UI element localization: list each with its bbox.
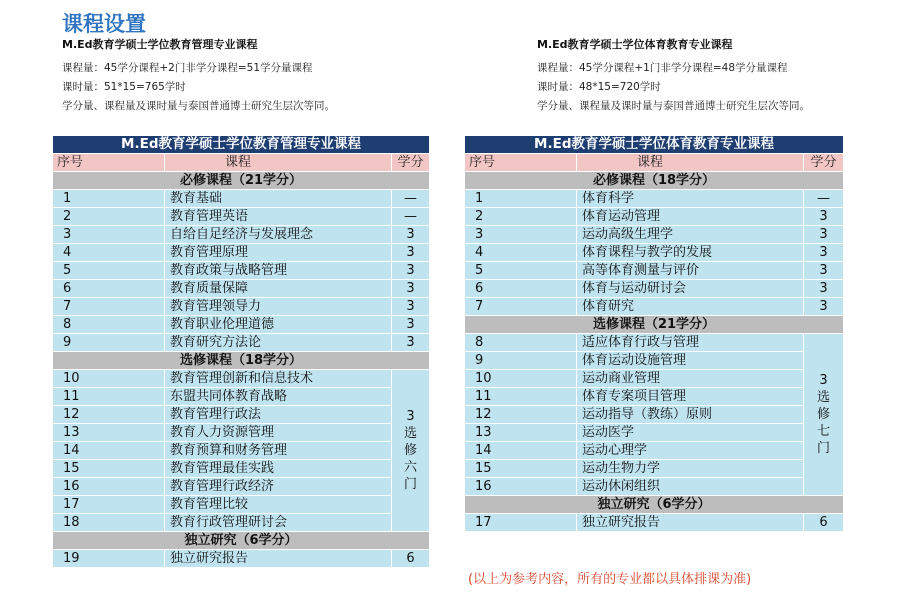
table-row: [53, 442, 430, 460]
independent-section-header: [465, 496, 844, 514]
course-name: 教育管理领导力: [165, 298, 392, 316]
elective-note-char: 门: [816, 440, 830, 456]
table-row: [465, 370, 844, 388]
left-program-title: M.Ed教育学硕士学位教育管理专业课程: [62, 38, 258, 51]
course-number: 5: [465, 262, 577, 280]
independent-section-header-title: 独立研究（6学分）: [465, 496, 844, 514]
page-title: 课程设置: [62, 12, 146, 36]
independent-section-header: [53, 532, 430, 550]
table-row: [53, 478, 430, 496]
course-number: 12: [53, 406, 165, 424]
course-number: 10: [53, 370, 165, 388]
course-name: 运动指导（教练）原则: [577, 406, 804, 424]
required-section-header: [53, 172, 430, 190]
table-row: [53, 496, 430, 514]
required-section-header-title: 必修课程（21学分）: [53, 172, 430, 190]
course-name: 教育管理最佳实践: [165, 460, 392, 478]
elective-section-header-title: 选修课程（18学分）: [53, 352, 430, 370]
course-name: 运动休闲组织: [577, 478, 804, 496]
header-number: 序号: [465, 154, 577, 172]
course-number: 13: [53, 424, 165, 442]
table-row: [53, 514, 430, 532]
course-name: 体育专案项目管理: [577, 388, 804, 406]
table-row: [53, 226, 430, 244]
course-credit: 3: [392, 298, 430, 316]
course-name: 教育管理英语: [165, 208, 392, 226]
course-name: 教育研究方法论: [165, 334, 392, 352]
table-title: M.Ed教育学硕士学位体育教育专业课程: [465, 136, 844, 154]
course-number: 13: [465, 424, 577, 442]
course-number: 1: [53, 190, 165, 208]
table-row: [53, 550, 430, 568]
course-number: 17: [465, 514, 577, 532]
table-row: [53, 406, 430, 424]
course-name: 运动医学: [577, 424, 804, 442]
independent-section-header-title: 独立研究（6学分）: [53, 532, 430, 550]
course-number: 8: [53, 316, 165, 334]
course-number: 8: [465, 334, 577, 352]
course-name: 运动高级生理学: [577, 226, 804, 244]
table-row: [465, 514, 844, 532]
column-header-row: [53, 154, 430, 172]
table-row: [465, 478, 844, 496]
table-row: [53, 298, 430, 316]
table-row: [465, 334, 844, 352]
course-number: 3: [53, 226, 165, 244]
course-name: 体育与运动研讨会: [577, 280, 804, 298]
course-credit: —: [392, 208, 430, 226]
course-name: 体育课程与教学的发展: [577, 244, 804, 262]
course-name: 体育科学: [577, 190, 804, 208]
elective-note-char: 门: [403, 476, 417, 492]
table-row: [465, 460, 844, 478]
elective-section-header: [53, 352, 430, 370]
table-row: [53, 370, 430, 388]
course-number: 1: [465, 190, 577, 208]
course-name: 教育人力资源管理: [165, 424, 392, 442]
table-row: [53, 424, 430, 442]
table-row: [465, 406, 844, 424]
course-name: 东盟共同体教育战略: [165, 388, 392, 406]
table-row: [465, 442, 844, 460]
course-name: 适应体育行政与管理: [577, 334, 804, 352]
course-name: 教育管理比较: [165, 496, 392, 514]
table-row: [53, 388, 430, 406]
course-credit: —: [804, 190, 844, 208]
course-number: 15: [53, 460, 165, 478]
course-name: 体育研究: [577, 298, 804, 316]
course-credit: 3: [804, 226, 844, 244]
course-name: 教育质量保障: [165, 280, 392, 298]
table-row: [465, 424, 844, 442]
course-name: 自给自足经济与发展理念: [165, 226, 392, 244]
table-row: [53, 280, 430, 298]
course-name: 教育管理行政经济: [165, 478, 392, 496]
course-name: 独立研究报告: [165, 550, 392, 568]
course-number: 11: [53, 388, 165, 406]
elective-note-char: 选: [816, 389, 830, 405]
course-name: 运动心理学: [577, 442, 804, 460]
course-credit: 6: [392, 550, 430, 568]
elective-credit-note: [817, 372, 831, 457]
left-course-table: [52, 135, 430, 568]
course-number: 6: [465, 280, 577, 298]
table-row: [53, 190, 430, 208]
course-credit: 3: [804, 262, 844, 280]
course-number: 9: [465, 352, 577, 370]
course-number: 2: [465, 208, 577, 226]
course-number: 6: [53, 280, 165, 298]
left-program-intro: [62, 38, 442, 116]
table-row: [53, 316, 430, 334]
elective-note-char: 六: [403, 459, 417, 475]
course-number: 16: [465, 478, 577, 496]
table-row: [53, 244, 430, 262]
elective-note-char: 修: [816, 406, 830, 422]
elective-note-char: 修: [403, 442, 417, 458]
course-credit: 3: [804, 298, 844, 316]
header-course: 课程: [577, 154, 804, 172]
table-title-row: [465, 136, 844, 154]
course-number: 14: [53, 442, 165, 460]
course-number: 11: [465, 388, 577, 406]
course-credit: 3: [804, 208, 844, 226]
right-course-table: [464, 135, 844, 532]
table-row: [465, 262, 844, 280]
table-row: [465, 280, 844, 298]
course-name: 教育预算和财务管理: [165, 442, 392, 460]
header-course: 课程: [165, 154, 392, 172]
course-credit: 3: [392, 280, 430, 298]
course-name: 教育管理创新和信息技术: [165, 370, 392, 388]
course-name: 教育行政管理研讨会: [165, 514, 392, 532]
table-row: [465, 208, 844, 226]
course-name: 独立研究报告: [577, 514, 804, 532]
course-name: 教育管理原理: [165, 244, 392, 262]
table-title: M.Ed教育学硕士学位教育管理专业课程: [53, 136, 430, 154]
course-credit: 3: [392, 316, 430, 334]
elective-note-char: 七: [816, 423, 830, 439]
elective-note-char: 选: [403, 425, 417, 441]
reference-note: (以上为参考内容，所有的专业都以具体排课为准): [468, 572, 752, 587]
table-row: [53, 460, 430, 478]
elective-section-header: [465, 316, 844, 334]
course-name: 体育运动管理: [577, 208, 804, 226]
course-credit: 3: [804, 244, 844, 262]
course-number: 15: [465, 460, 577, 478]
right-program-title: M.Ed教育学硕士学位体育教育专业课程: [537, 38, 733, 51]
right-intro-equivalence: 学分量、课程量及课时量与泰国普通博士研究生层次等同。: [537, 100, 810, 112]
course-number: 7: [53, 298, 165, 316]
course-number: 12: [465, 406, 577, 424]
left-intro-class-hours: 课时量：51*15=765学时: [62, 81, 186, 93]
course-number: 18: [53, 514, 165, 532]
header-credit: 学分: [804, 154, 844, 172]
elective-section-header-title: 选修课程（21学分）: [465, 316, 844, 334]
required-section-header-title: 必修课程（18学分）: [465, 172, 844, 190]
course-name: 教育管理行政法: [165, 406, 392, 424]
course-number: 2: [53, 208, 165, 226]
elective-credit-cell: [392, 370, 430, 532]
course-name: 教育职业伦理道德: [165, 316, 392, 334]
table-row: [53, 262, 430, 280]
course-credit: 3: [392, 262, 430, 280]
course-number: 9: [53, 334, 165, 352]
table-row: [465, 352, 844, 370]
table-row: [53, 208, 430, 226]
course-name: 教育政策与战略管理: [165, 262, 392, 280]
column-header-row: [465, 154, 844, 172]
table-title-row: [53, 136, 430, 154]
elective-credit: 3: [819, 372, 828, 388]
course-credit: 6: [804, 514, 844, 532]
table-row: [53, 334, 430, 352]
course-number: 19: [53, 550, 165, 568]
course-name: 体育运动设施管理: [577, 352, 804, 370]
course-number: 17: [53, 496, 165, 514]
course-credit: 3: [392, 334, 430, 352]
right-program-intro: [537, 38, 898, 116]
course-number: 10: [465, 370, 577, 388]
course-number: 4: [465, 244, 577, 262]
course-name: 运动生物力学: [577, 460, 804, 478]
course-number: 14: [465, 442, 577, 460]
left-intro-course-load: 课程量：45学分课程+2门非学分课程=51学分量课程: [62, 62, 313, 74]
elective-credit: 3: [406, 408, 415, 424]
elective-credit-cell: [804, 334, 844, 496]
course-credit: —: [392, 190, 430, 208]
course-number: 16: [53, 478, 165, 496]
course-credit: 3: [392, 226, 430, 244]
course-number: 4: [53, 244, 165, 262]
course-number: 3: [465, 226, 577, 244]
course-number: 7: [465, 298, 577, 316]
header-credit: 学分: [392, 154, 430, 172]
course-name: 运动商业管理: [577, 370, 804, 388]
right-intro-course-load: 课程量：45学分课程+1门非学分课程=48学分量课程: [537, 62, 788, 74]
course-name: 高等体育测量与评价: [577, 262, 804, 280]
table-row: [465, 190, 844, 208]
right-intro-class-hours: 课时量：48*15=720学时: [537, 81, 661, 93]
table-row: [465, 226, 844, 244]
course-name: 教育基础: [165, 190, 392, 208]
table-row: [465, 244, 844, 262]
course-credit: 3: [804, 280, 844, 298]
left-intro-equivalence: 学分量、课程量及课时量与泰国普通博士研究生层次等同。: [62, 100, 335, 112]
course-number: 5: [53, 262, 165, 280]
required-section-header: [465, 172, 844, 190]
table-row: [465, 298, 844, 316]
header-number: 序号: [53, 154, 165, 172]
table-row: [465, 388, 844, 406]
elective-credit-note: [404, 408, 418, 493]
course-credit: 3: [392, 244, 430, 262]
